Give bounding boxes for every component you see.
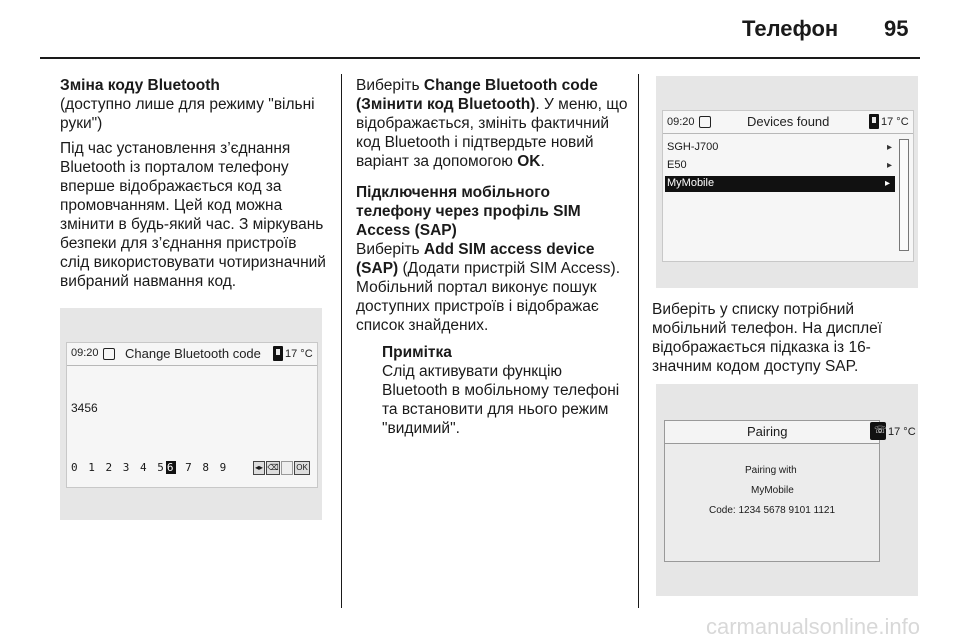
phone-handset-icon: ☏ <box>870 422 886 440</box>
text-run: Виберіть <box>356 77 424 94</box>
dialog-title-bar <box>665 421 879 444</box>
pairing-line: Pairing with <box>745 465 797 476</box>
screen-title: Change Bluetooth code <box>125 346 261 361</box>
page-number: 95 <box>884 16 909 41</box>
scrollbar[interactable] <box>899 139 909 251</box>
pairing-code: Code: 1234 5678 9101 1121 <box>709 505 836 516</box>
header-rule <box>40 57 920 59</box>
note-block <box>356 343 628 438</box>
blank-key-icon[interactable] <box>281 461 293 475</box>
text-run: . <box>540 153 545 170</box>
clock-icon <box>103 348 115 360</box>
chevron-right-icon: ▸ <box>885 178 891 189</box>
device-list-item-selected[interactable] <box>665 176 895 192</box>
digit-selected[interactable]: 6 <box>166 461 176 474</box>
temperature: 17 °C <box>888 426 916 438</box>
display-status-bar <box>663 111 913 134</box>
text-run: Виберіть <box>356 241 424 258</box>
text-run: . У меню, що відображається, змініть фактичний код Bluetooth і підтвердьте новий варіант за допомогою <box>356 96 628 170</box>
column-3-text <box>652 300 922 382</box>
digit-keys[interactable]: 7 8 9 <box>185 461 229 474</box>
page-title: Телефон <box>742 16 839 41</box>
screen-title: Devices found <box>747 114 830 129</box>
display-panel <box>66 342 318 488</box>
column-2 <box>356 76 628 438</box>
paragraph: Під час установлення з’єднання Bluetooth із порталом телефону вперше відображається код за промовчанням. Цей код можна змінити в будь-який час. З міркувань безпеки для з’єднання пристроїв слід використовувати чотиризначний вибраний навмання код. <box>60 140 326 290</box>
menu-item-ref: Change Bluetooth code (Змінити код Bluetooth) <box>356 77 598 113</box>
display-panel <box>662 110 914 262</box>
display-status-bar <box>67 343 317 366</box>
paragraph <box>356 76 628 171</box>
clock-icon <box>699 116 711 128</box>
paragraph: (доступно лише для режиму "вільні руки") <box>60 96 315 132</box>
move-icon[interactable]: ◂▸ <box>253 461 265 475</box>
chevron-right-icon: ▸ <box>887 142 893 153</box>
display-screenshot <box>656 384 918 596</box>
device-name: MyMobile <box>667 177 715 189</box>
paragraph: Виберіть у списку потрібний мобільний телефон. На дисплеї відображається підказка із 16-значним кодом доступу SAP. <box>652 301 883 375</box>
temperature: 17 °C <box>285 348 313 360</box>
digit-keys[interactable]: 0 1 2 3 4 5 <box>71 461 166 474</box>
chevron-right-icon: ▸ <box>887 160 893 171</box>
temperature: 17 °C <box>881 116 909 128</box>
column-divider <box>638 74 639 608</box>
menu-item-ref: Add SIM access device (SAP) <box>356 241 595 277</box>
section-heading: Підключення мобільного телефону через профіль SIM Access (SAP) <box>356 184 581 239</box>
display-screenshot <box>60 308 322 520</box>
watermark: carmanualsonline.info <box>705 614 920 639</box>
note-title: Примітка <box>382 344 452 361</box>
dialog-title: Pairing <box>747 424 788 439</box>
column-divider <box>341 74 342 608</box>
display-screenshot <box>656 76 918 288</box>
ok-ref: OK <box>517 153 541 170</box>
code-value: 3456 <box>71 401 98 415</box>
pairing-dialog <box>664 420 880 562</box>
section-heading: Зміна коду Bluetooth <box>60 77 220 94</box>
pairing-device: MyMobile <box>751 485 794 496</box>
paragraph <box>356 240 628 335</box>
clock-time: 09:20 <box>667 116 695 128</box>
phone-icon <box>273 346 283 361</box>
clock-time: 09:20 <box>71 347 99 359</box>
column-1 <box>60 76 330 297</box>
device-list-item[interactable]: E50 <box>667 159 687 171</box>
device-list-item[interactable]: SGH-J700 <box>667 141 719 153</box>
ok-button[interactable]: OK <box>294 461 310 475</box>
note-text: Слід активувати функцію Bluetooth в мобільному телефоні та встановити для нього режим "видимий". <box>382 363 620 437</box>
digit-selector[interactable] <box>71 461 228 474</box>
text-run: (Додати пристрій SIM Access). Мобільний портал виконує пошук доступних пристроїв і відображає список знайдених. <box>356 260 620 334</box>
phone-icon <box>869 114 879 129</box>
backspace-icon[interactable]: ⌫ <box>266 461 280 475</box>
